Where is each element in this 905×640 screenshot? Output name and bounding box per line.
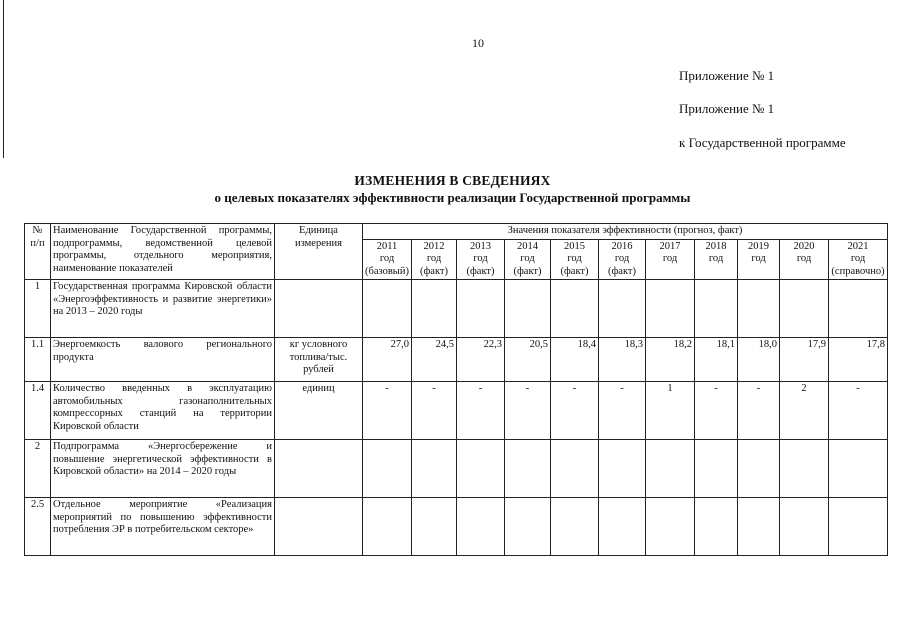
row-value xyxy=(457,498,505,556)
header-year-label: 2014 xyxy=(517,240,538,252)
header-year-sub: год xyxy=(708,253,724,264)
row-value xyxy=(646,440,695,498)
header-year-label: 2019 xyxy=(748,240,769,252)
row-value: - xyxy=(738,382,780,440)
appendix-line-2: Приложение № 1 xyxy=(679,101,775,116)
table-row xyxy=(25,440,888,498)
row-value xyxy=(551,440,599,498)
header-values-group: Значения показателя эффективности (прогноз, факт) xyxy=(363,224,888,240)
row-value xyxy=(738,280,780,338)
row-num: 1 xyxy=(25,280,51,338)
table-row xyxy=(25,338,888,382)
row-value xyxy=(412,440,457,498)
row-unit xyxy=(275,440,363,498)
header-year-sub: год xyxy=(796,253,812,264)
header-year-label: 2017 xyxy=(659,240,681,252)
header-year-2021 xyxy=(829,239,888,280)
row-value xyxy=(505,440,551,498)
row-unit: единиц xyxy=(275,382,363,440)
row-value xyxy=(738,498,780,556)
row-value xyxy=(457,440,505,498)
row-value xyxy=(738,440,780,498)
row-value: - xyxy=(599,382,646,440)
row-num: 1.1 xyxy=(25,338,51,382)
row-unit xyxy=(275,498,363,556)
header-year-2012 xyxy=(412,239,457,280)
header-year-2015 xyxy=(551,239,599,280)
row-value: 2 xyxy=(780,382,829,440)
header-unit: Единица измерения xyxy=(275,224,363,280)
row-value: 27,0 xyxy=(363,338,412,382)
table-body xyxy=(25,280,888,556)
header-year-label: 2011 xyxy=(376,240,398,252)
row-value: 17,8 xyxy=(829,338,888,382)
row-unit: кг условного топлива/тыс. рублей xyxy=(275,338,363,382)
row-value xyxy=(363,440,412,498)
row-value xyxy=(505,498,551,556)
row-value xyxy=(646,498,695,556)
header-year-sub: год (факт) xyxy=(466,253,495,277)
row-value xyxy=(695,280,738,338)
row-value: - xyxy=(363,382,412,440)
header-year-2020 xyxy=(780,239,829,280)
row-value xyxy=(646,280,695,338)
row-value xyxy=(780,440,829,498)
header-year-label: 2016 xyxy=(611,240,633,252)
header-year-2011 xyxy=(363,239,412,280)
header-year-sub: год (справочно) xyxy=(831,253,885,277)
header-year-label: 2013 xyxy=(470,240,491,252)
header-year-label: 2021 xyxy=(847,240,869,252)
header-year-sub: год (факт) xyxy=(513,253,542,277)
row-value: - xyxy=(505,382,551,440)
header-year-sub: год (факт) xyxy=(607,253,636,277)
table-row xyxy=(25,280,888,338)
row-value xyxy=(780,498,829,556)
header-year-sub: год (факт) xyxy=(419,253,448,277)
row-value: 18,1 xyxy=(695,338,738,382)
row-name: Количество введенных в эксплуатацию автомобильных газонаполнительных компрессорных станций на территории Кировской области xyxy=(51,382,275,440)
row-name: Государственная программа Кировской области «Энергоэффективность и развитие энергетики» на 2013 – 2020 годы xyxy=(51,280,275,338)
row-value: 24,5 xyxy=(412,338,457,382)
row-value xyxy=(695,498,738,556)
row-value xyxy=(695,440,738,498)
header-year-label: 2015 xyxy=(564,240,585,252)
row-value xyxy=(412,498,457,556)
table-row xyxy=(25,382,888,440)
header-year-label: 2020 xyxy=(793,240,815,252)
row-num: 2 xyxy=(25,440,51,498)
page-number: 10 xyxy=(472,36,484,50)
row-value xyxy=(599,498,646,556)
row-value xyxy=(551,280,599,338)
row-value xyxy=(505,280,551,338)
appendix-line-1: Приложение № 1 xyxy=(679,68,775,83)
row-value: 22,3 xyxy=(457,338,505,382)
row-unit xyxy=(275,280,363,338)
row-value xyxy=(599,440,646,498)
header-year-2016 xyxy=(599,239,646,280)
document-subtitle: о целевых показателях эффективности реализации Государственной программы xyxy=(214,190,691,205)
row-value xyxy=(363,498,412,556)
row-value xyxy=(829,440,888,498)
row-value xyxy=(551,498,599,556)
header-year-2018 xyxy=(695,239,738,280)
header-year-sub: год (базовый) xyxy=(365,253,409,277)
row-value: - xyxy=(551,382,599,440)
row-name: Отдельное мероприятие «Реализация мероприятий по повышению эффективности потребления ЭР в потребительском секторе» xyxy=(51,498,275,556)
header-name: Наименование Государственной программы, подпрограммы, ведомственной целевой программы, отдельного мероприятия, наименование показателей xyxy=(51,224,275,280)
header-num: № п/п xyxy=(25,224,51,280)
row-value xyxy=(599,280,646,338)
row-value: - xyxy=(829,382,888,440)
header-year-label: 2018 xyxy=(705,240,727,252)
row-num: 2.5 xyxy=(25,498,51,556)
document-title: ИЗМЕНЕНИЯ В СВЕДЕНИЯХ xyxy=(354,173,551,188)
row-value xyxy=(457,280,505,338)
row-value xyxy=(829,498,888,556)
row-value: 1 xyxy=(646,382,695,440)
table-header-row xyxy=(25,224,888,240)
row-name: Энергоемкость валового регионального продукта xyxy=(51,338,275,382)
row-value: 18,2 xyxy=(646,338,695,382)
row-value xyxy=(829,280,888,338)
row-value: 20,5 xyxy=(505,338,551,382)
row-name: Подпрограмма «Энергосбережение и повышение энергетической эффективности в Кировской области» на 2014 – 2020 годы xyxy=(51,440,275,498)
row-value xyxy=(363,280,412,338)
indicators-table xyxy=(24,223,888,556)
row-value xyxy=(412,280,457,338)
header-year-2014 xyxy=(505,239,551,280)
table-row xyxy=(25,498,888,556)
row-value: 17,9 xyxy=(780,338,829,382)
header-year-2017 xyxy=(646,239,695,280)
row-value xyxy=(780,280,829,338)
header-year-sub: год xyxy=(662,253,678,264)
row-value: 18,0 xyxy=(738,338,780,382)
row-value: 18,4 xyxy=(551,338,599,382)
row-num: 1.4 xyxy=(25,382,51,440)
row-value: - xyxy=(412,382,457,440)
row-value: - xyxy=(695,382,738,440)
header-year-sub: год (факт) xyxy=(560,253,589,277)
header-year-2019 xyxy=(738,239,780,280)
row-value: - xyxy=(457,382,505,440)
header-year-2013 xyxy=(457,239,505,280)
header-year-sub: год xyxy=(751,253,766,264)
row-value: 18,3 xyxy=(599,338,646,382)
page-left-edge-line xyxy=(3,0,4,158)
appendix-line-3: к Государственной программе xyxy=(679,135,846,150)
header-year-label: 2012 xyxy=(423,240,445,252)
